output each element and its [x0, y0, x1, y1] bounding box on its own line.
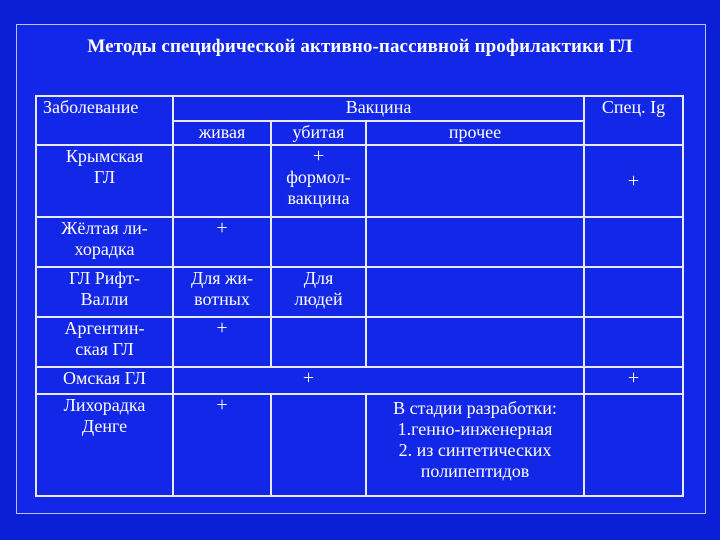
spec-ig-cell: [584, 267, 683, 317]
live-value: +: [216, 217, 228, 239]
other-cell: [366, 394, 584, 496]
spec-ig-cell: [584, 317, 683, 367]
other-line: 1.генно-инженерная: [397, 419, 553, 439]
disease-line: Аргентин-: [64, 318, 145, 338]
disease-cell: [36, 217, 173, 267]
other-line: полипептидов: [420, 461, 530, 481]
live-cell: [173, 394, 271, 496]
other-cell: [366, 145, 584, 217]
disease-line: ская ГЛ: [75, 339, 134, 359]
live-value: +: [216, 394, 228, 416]
spec-ig-cell: [584, 394, 683, 496]
spec-ig-value: +: [627, 169, 640, 192]
prophylaxis-table: [35, 95, 684, 497]
header-killed: убитая: [271, 121, 366, 145]
disease-line: Крымская: [65, 146, 144, 166]
spec-ig-value: +: [627, 367, 640, 389]
disease-line: Жёлтая ли-: [61, 218, 148, 238]
header-live: живая: [173, 121, 271, 145]
live-line: Для жи-: [190, 268, 254, 288]
disease-cell: [36, 317, 173, 367]
table-row: [36, 267, 683, 317]
disease-line: Валли: [80, 289, 129, 309]
live-cell: [173, 267, 271, 317]
live-value: +: [216, 317, 228, 339]
killed-cell: [271, 145, 366, 217]
other-line: 2. из синтетических: [398, 440, 552, 460]
disease-line: Денге: [81, 416, 128, 436]
spec-ig-cell: [584, 217, 683, 267]
header-other: прочее: [366, 121, 584, 145]
disease-cell: [36, 394, 173, 496]
live-line: вотных: [194, 289, 250, 309]
killed-line: +: [312, 145, 325, 167]
live-cell: [173, 317, 271, 367]
disease-line: Лихорадка: [63, 395, 146, 415]
table-row: [36, 394, 683, 496]
table-row: [36, 145, 683, 217]
table-row: [36, 367, 683, 394]
disease-cell: [36, 367, 173, 394]
header-row: [36, 96, 683, 121]
other-cell: [366, 217, 584, 267]
spec-ig-cell: [584, 367, 683, 394]
disease-cell: [36, 267, 173, 317]
killed-cell: [271, 267, 366, 317]
disease-line: ГЛ Рифт-: [69, 268, 140, 288]
killed-cell: [271, 394, 366, 496]
killed-line: формол-: [286, 167, 351, 187]
table-row: [36, 217, 683, 267]
disease-line: ГЛ: [93, 167, 116, 187]
killed-line: людей: [294, 289, 343, 309]
vaccine-merged-cell: [173, 367, 584, 394]
header-disease: Заболевание: [36, 96, 173, 145]
other-cell: [366, 317, 584, 367]
table-row: [36, 317, 683, 367]
disease-cell: [36, 145, 173, 217]
header-spec-ig: Спец. Ig: [584, 96, 683, 145]
disease-line: хорадка: [74, 239, 135, 259]
live-cell: [173, 145, 271, 217]
spec-ig-cell: [584, 145, 683, 217]
vaccine-merged-value: +: [302, 367, 315, 389]
killed-cell: [271, 317, 366, 367]
killed-line: вакцина: [287, 188, 350, 208]
live-cell: [173, 217, 271, 267]
killed-cell: [271, 217, 366, 267]
other-line: В стадии разработки:: [393, 398, 557, 418]
killed-line: Для: [303, 268, 334, 288]
header-vaccine: Вакцина: [173, 96, 584, 121]
slide-title: Методы специфической активно-пассивной профилактики ГЛ: [87, 36, 633, 57]
disease-line: Омская ГЛ: [63, 368, 146, 388]
other-cell: [366, 267, 584, 317]
